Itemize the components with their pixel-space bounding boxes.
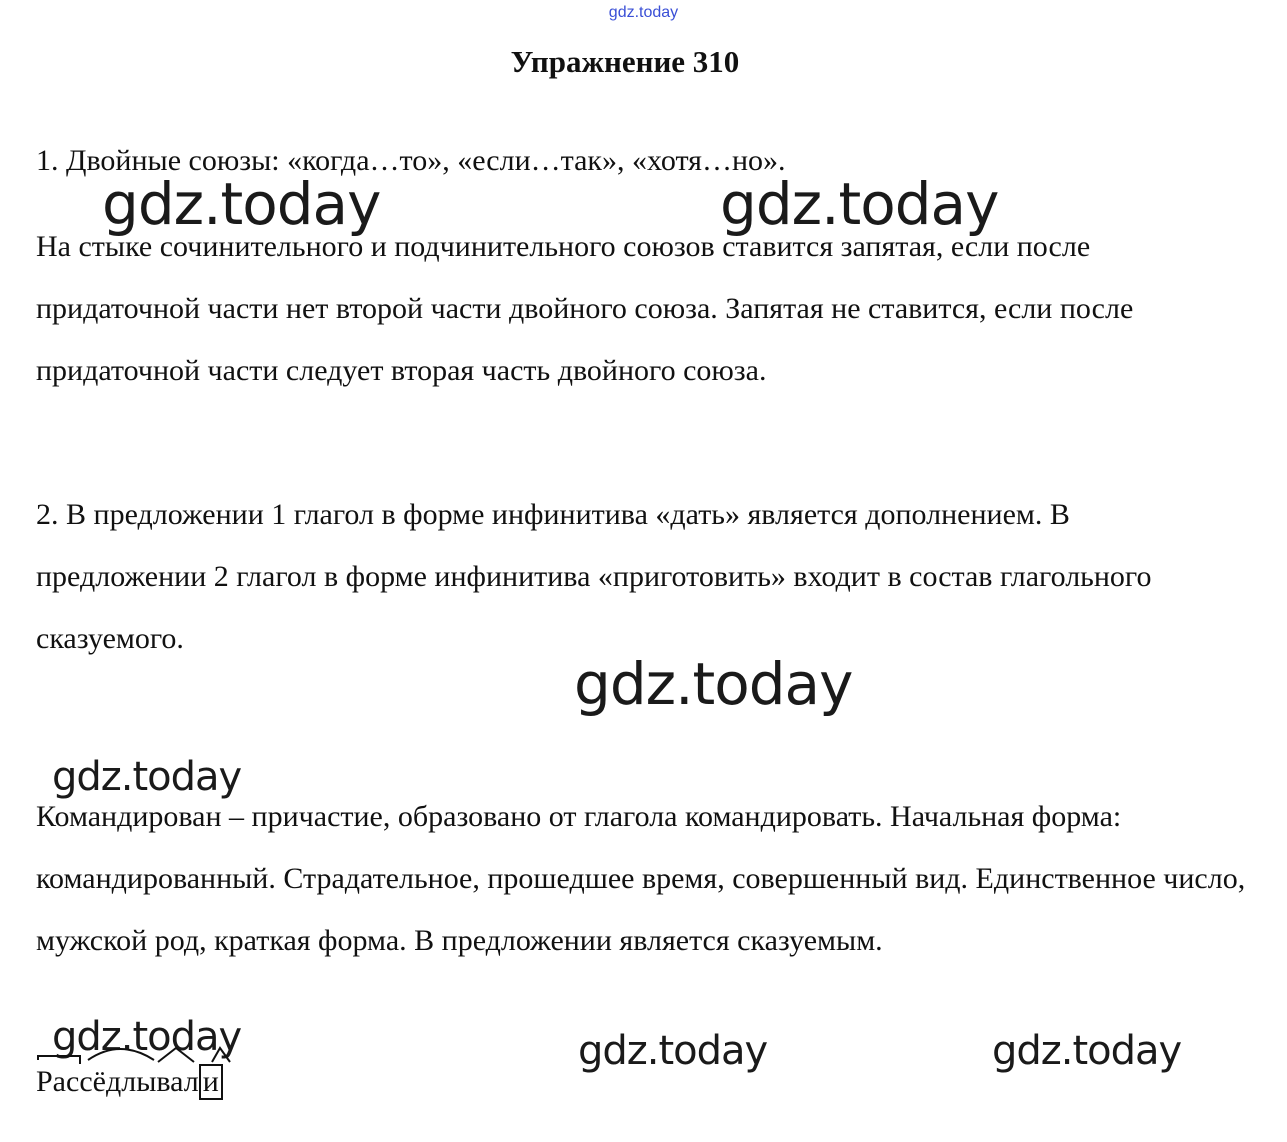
watermark-logo: gdz.today <box>992 1028 1182 1074</box>
watermark-logo: gdz.today <box>574 650 853 718</box>
word-root: сёдл <box>79 1065 137 1098</box>
paragraph-participle: Командирован – причастие, образовано от глагола командировать. Начальная форма: командированный. Страдательное, прошедшее время, совершенный вид. Единственное число, мужской род, краткая форма. В предложении является сказуемым. <box>36 800 1246 957</box>
watermark-logo: gdz.today <box>720 170 999 238</box>
page-title: Упражнение 310 <box>510 44 740 79</box>
watermark-logo: gdz.today <box>52 754 242 800</box>
word-suffix-2: л <box>183 1065 199 1098</box>
site-watermark-top: gdz.today <box>608 4 679 21</box>
paragraph-comma-rule: На стыке сочинительного и подчинительного союзов ставится запятая, если после придаточной части нет второй части двойного союза. Запятая не ставится, если после придаточной части следует вторая часть двойного союза. <box>36 230 1134 387</box>
paragraph-conjunctions: 1. Двойные союзы: «когда…то», «если…так», «хотя…но». <box>36 144 786 177</box>
morpheme-marks <box>36 1036 266 1066</box>
word-ending: и <box>199 1064 223 1100</box>
paragraph-infinitive: 2. В предложении 1 глагол в форме инфинитива «дать» является дополнением. В предложении 2 глагол в форме инфинитива «приготовить» входит в состав глагольного сказуемого. <box>36 498 1152 655</box>
morpheme-parse-word <box>36 1064 223 1100</box>
word-prefix: Рас <box>36 1065 80 1098</box>
watermark-logo: gdz.today <box>578 1028 768 1074</box>
watermark-logo: gdz.today <box>102 170 381 238</box>
watermark-logo: gdz.today <box>52 1014 242 1060</box>
word-suffix: ыва <box>136 1065 184 1098</box>
